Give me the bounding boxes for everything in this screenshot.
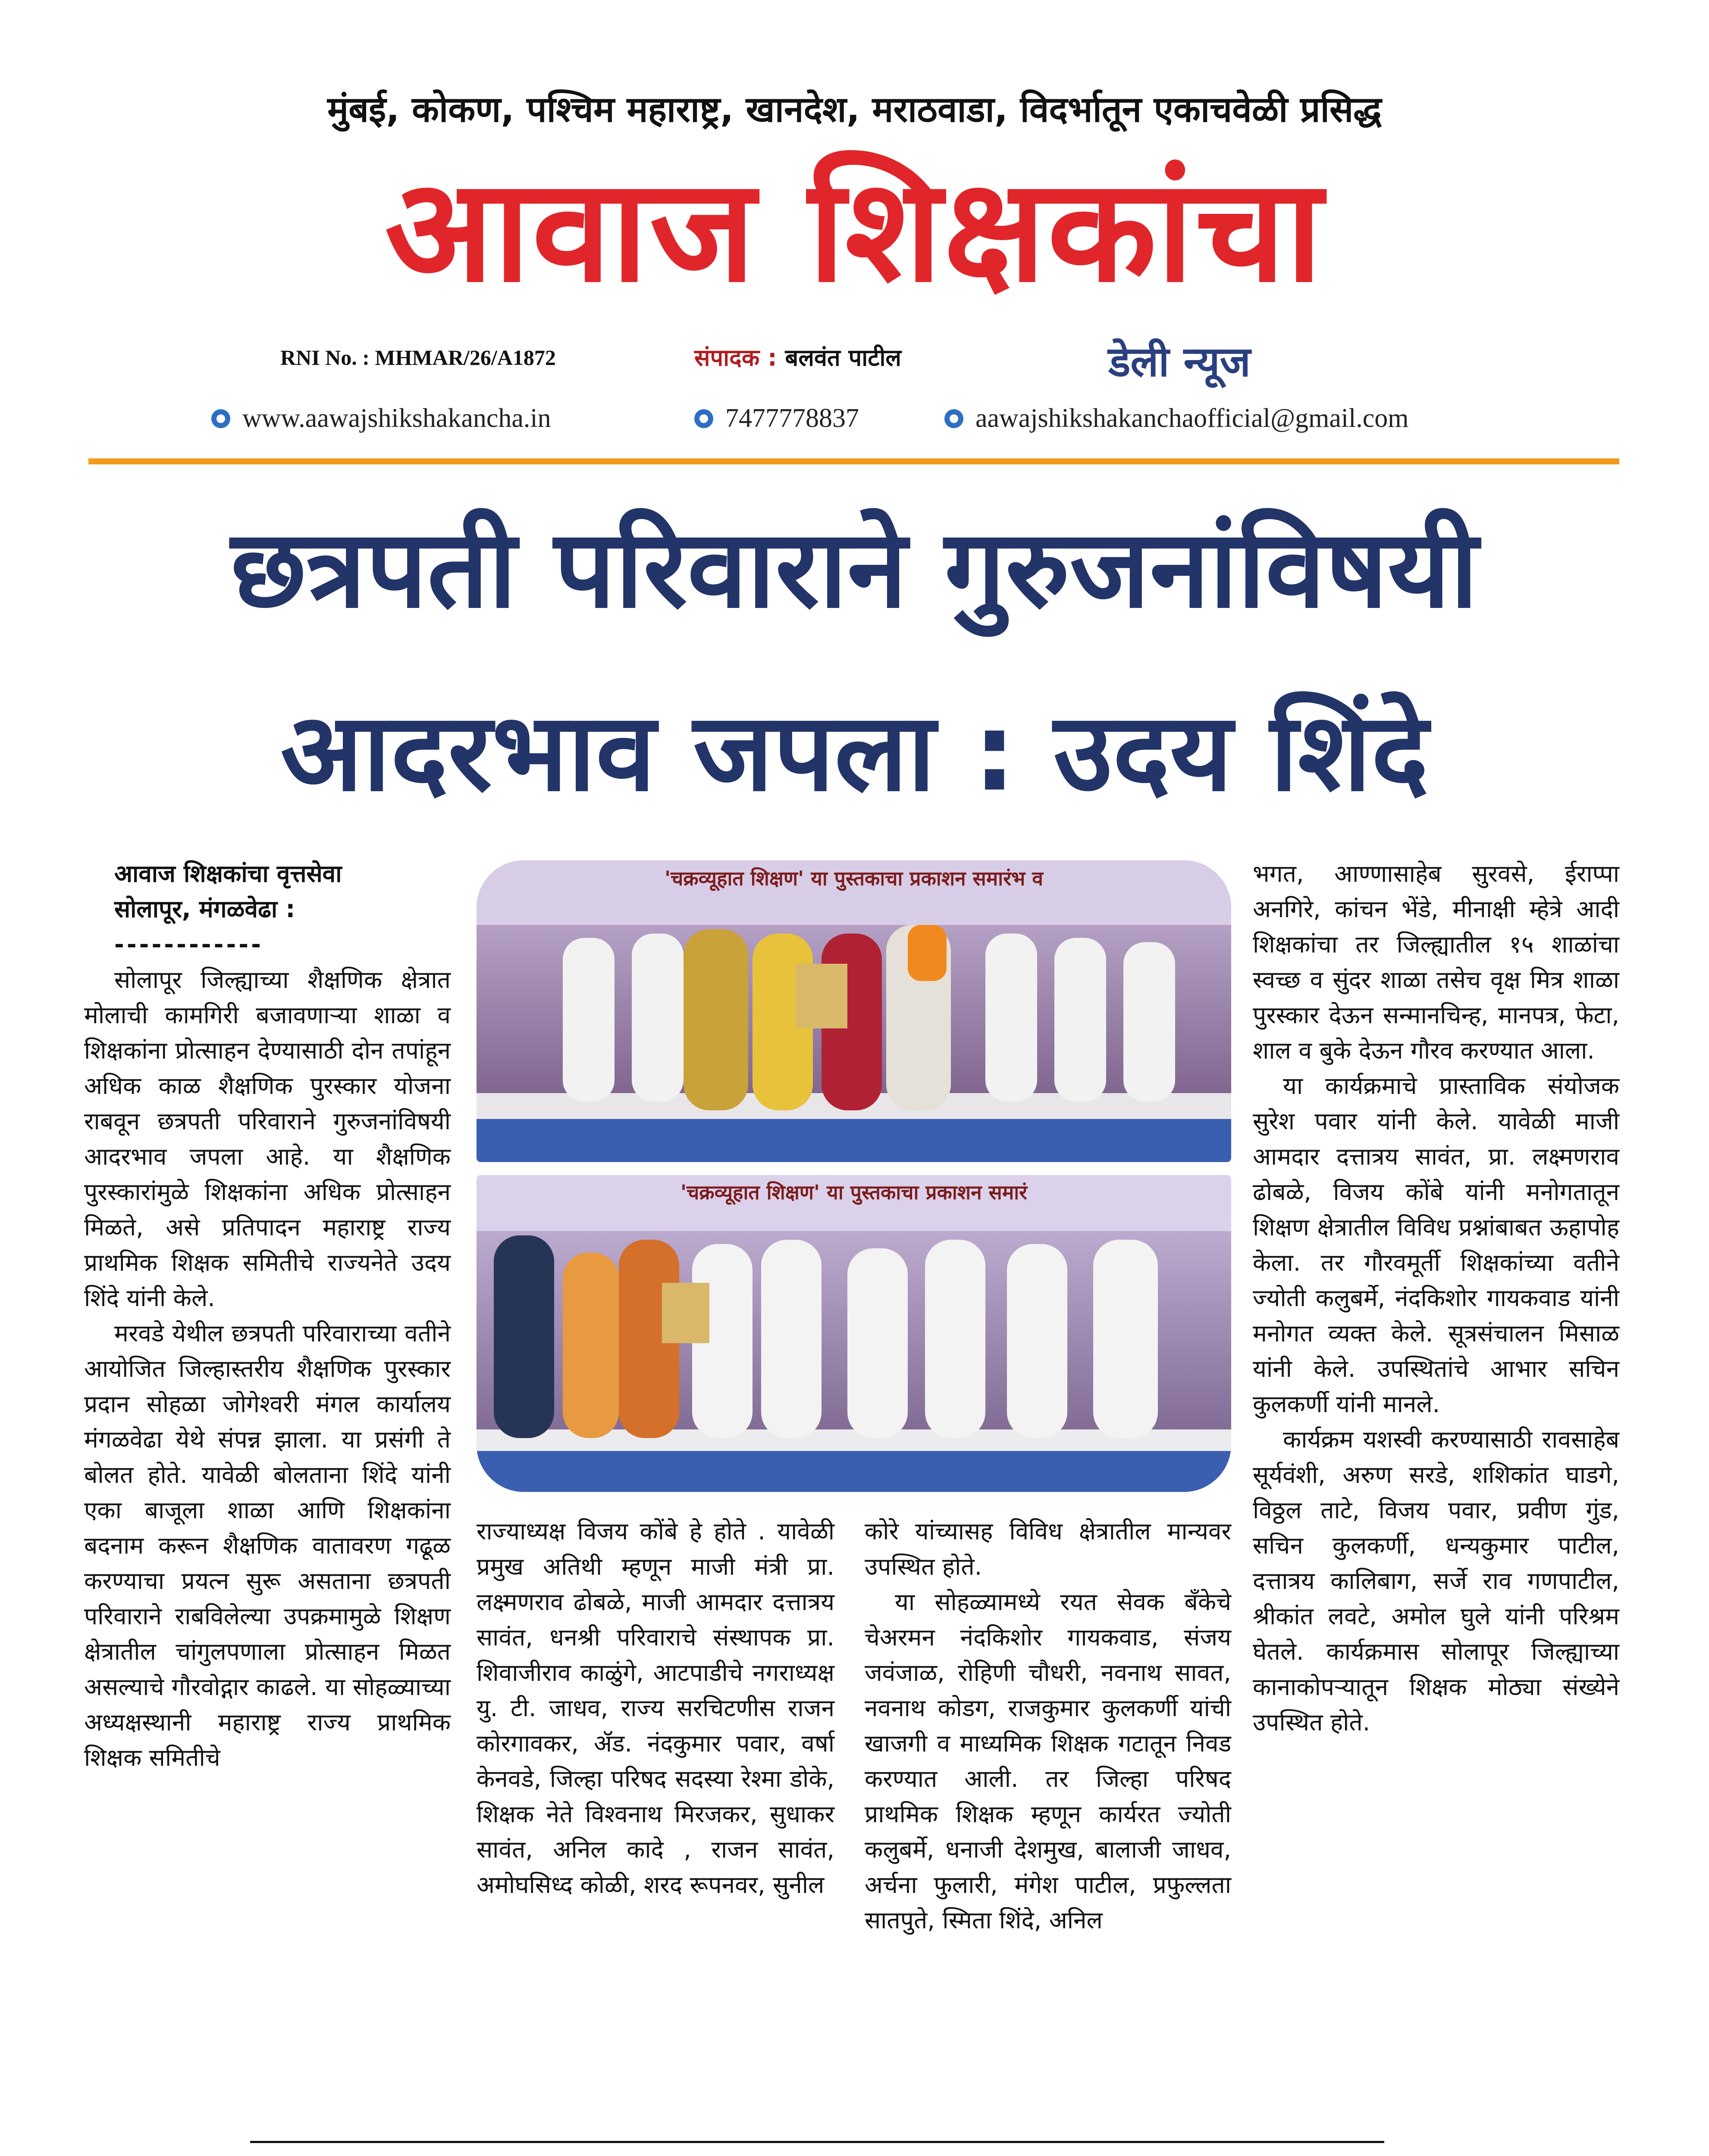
byline-separator: ------------ (114, 931, 263, 958)
headline-line-1: छत्रपती परिवाराने गुरुजनांविषयी (231, 506, 1478, 632)
byline-agency: आवाज शिक्षकांचा वृत्तसेवा (114, 860, 342, 887)
paragraph: राज्याध्यक्ष विजय कोंबे हे होते . यावेळी प्रमुख अतिथी म्हणून माजी मंत्री प्रा. लक्ष्मणराव ढोबळे, माजी आमदार दत्तात्रय सावंत, धनश्री परिवाराचे संस्थापक प्रा. शिवाजीराव काळुंगे, आटपाडीचे नगराध्यक्ष यु. टी. जाधव, राज्य सरचिटणीस राजन कोरगावकर, ॲड. नंदकुमार पवार, वर्षा केनवडे, जिल्हा परिषद सदस्या रेश्मा डोके, शिक्षक नेते विश्वनाथ मिरजकर, सुधाकर सावंत, अनिल कादे , राजन सावंत, अमोघसिध्द कोळी, शरद रूपनवर, सुनील (477, 1517, 834, 1899)
phone-contact (694, 403, 859, 434)
paragraph: कार्यक्रम यशस्वी करण्यासाठी रावसाहेब सूर्यवंशी, अरुण सरडे, शशिकांत घाडगे, विठ्ठल ताटे, विजय पवार, प्रवीण गुंड, सचिन कुलकर्णी, धन्यकुमार पाटील, दत्तात्रय कालिबाग, सर्जे राव गणपाटील, श्रीकांत लवटे, अमोल घुले यांनी परिश्रम घेतले. कार्यक्रमास सोलापूर जिल्ह्याच्या कानाकोपऱ्यातून शिक्षक मोठ्या संख्येने उपस्थित होते. (1253, 1426, 1619, 1736)
paragraph: या सोहळ्यामध्ये रयत सेवक बँकेचे चेअरमन नंदकिशोर गायकवाड, संजय जवंजाळ, रोहिणी चौधरी, नवनाथ सावत, नवनाथ कोडग, राजकुमार कुलकर्णी यांची खाजगी व माध्यमिक शिक्षक गटातून निवड करण्यात आली. तर जिल्हा परिषद प्राथमिक शिक्षक म्हणून कार्यरत ज्योती कलुबर्मे, धनाजी देशमुख, बालाजी जाधव, अर्चना फुलारी, मंगेश पाटील, प्रफुल्लता सातपुते, स्मिता शिंदे, अनिल (865, 1588, 1231, 1934)
header-divider (88, 458, 1619, 464)
paragraph: सोलापूर जिल्ह्याच्या शैक्षणिक क्षेत्रात मोलाची कामगिरी बजावणाऱ्या शाळा व शिक्षकांना प्रोत्साहन देण्यासाठी दोन तपांहून अधिक काळ शैक्षणिक पुरस्कार योजना राबवून छत्रपती परिवाराने गुरुजनांविषयी आदरभाव जपला आहे. या शैक्षणिक पुरस्कारांमुळे शिक्षकांना अधिक प्रोत्साहन मिळते, असे प्रतिपादन महाराष्ट्र राज्य प्राथमिक शिक्षक समितीचे राज्यनेते उदय शिंदे यांनी केले. (84, 966, 451, 1312)
editor-label: संपादक : (694, 344, 785, 371)
globe-icon (211, 409, 230, 428)
phone-number[interactable]: 7477778837 (725, 404, 859, 433)
byline-location: सोलापूर, मंगळवेढा : (114, 895, 295, 923)
article-column-3 (865, 1514, 1231, 1938)
website-link[interactable]: www.aawajshikshakancha.in (242, 404, 551, 433)
headline-line-2: आदरभाव जपला : उदय शिंदे (280, 689, 1429, 815)
phone-icon (694, 409, 713, 428)
editor-credit (694, 341, 901, 373)
article-column-4 (1253, 856, 1619, 1740)
email-icon (944, 409, 963, 428)
article-column-1 (84, 856, 451, 1775)
edition-label: डेली न्यूज (1108, 338, 1251, 386)
footer-divider-top (250, 2141, 1384, 2143)
event-photo-2 (477, 1175, 1231, 1492)
email-address[interactable]: aawajshikshakanchaofficial@gmail.com (975, 404, 1409, 433)
event-photo-1 (477, 860, 1231, 1162)
photo-banner-text: 'चक्रव्यूहात शिक्षण' या पुस्तकाचा प्रकाशन समारं (680, 1181, 1027, 1204)
email-contact (944, 403, 1409, 434)
paragraph: मरवडे येथील छत्रपती परिवाराच्या वतीने आयोजित जिल्हास्तरीय शैक्षणिक पुरस्कार प्रदान सोहळा जोगेश्वरी मंगल कार्यालय मंगळवेढा येथे संपन्न झाला. या प्रसंगी ते बोलत होते. यावेळी बोलताना शिंदे यांनी एका बाजूला शाळा आणि शिक्षकांना बदनाम करून शैक्षणिक वातावरण गढूळ करण्याचा प्रयत्न सुरू असताना छत्रपती परिवाराने राबविलेल्या उपक्रमामुळे शिक्षण क्षेत्रातील चांगुलपणाला प्रोत्साहन मिळत असल्याचे गौरवोद्गार काढले. या सोहळ्याच्या अध्यक्षस्थानी महाराष्ट्र राज्य प्राथमिक शिक्षक समितीचे (84, 1319, 451, 1771)
masthead-title: आवाज शिक्षकांचा (385, 148, 1324, 313)
rni-number: RNI No. : MHMAR/26/A1872 (280, 345, 556, 370)
article-column-2 (477, 1514, 834, 1902)
paragraph: या कार्यक्रमाचे प्रास्ताविक संयोजक सुरेश पवार यांनी केले. यावेळी माजी आमदार दत्तात्रय सावंत, प्रा. लक्ष्मणराव ढोबळे, विजय कोंबे यांनी मनोगतातून शिक्षण क्षेत्रातील विविध प्रश्नांबाबत ऊहापोह केला. तर गौरवमूर्ती शिक्षकांच्या वतीने ज्योती कलुबर्मे, नंदकिशोर गायकवाड यांनी मनोगत व्यक्त केले. सूत्रसंचालन मिसाळ यांनी केले. उपस्थितांचे आभार सचिन कुलकर्णी यांनी मानले. (1253, 1072, 1619, 1418)
photo-banner-text: 'चक्रव्यूहात शिक्षण' या पुस्तकाचा प्रकाशन समारंभ व (665, 867, 1043, 890)
paragraph: भगत, आण्णासाहेब सुरवसे, ईराप्पा अनगिरे, कांचन भेंडे, मीनाक्षी म्हेत्रे आदी शिक्षकांचा तर जिल्ह्यातील १५ शाळांचा स्वच्छ व सुंदर शाळा तसेच वृक्ष मित्र शाळा पुरस्कार देऊन सन्मानचिन्ह, मानपत्र, फेटा, शाल व बुके देऊन गौरव करण्यात आला. (1253, 860, 1619, 1064)
tagline: मुंबई, कोकण, पश्चिम महाराष्ट्र, खानदेश, मराठवाडा, विदर्भातून एकाचवेळी प्रसिद्ध (327, 89, 1382, 130)
website-contact (211, 403, 551, 434)
editor-name: बलवंत पाटील (785, 344, 902, 371)
paragraph: कोरे यांच्यासह विविध क्षेत्रातील मान्यवर उपस्थित होते. (865, 1517, 1231, 1580)
